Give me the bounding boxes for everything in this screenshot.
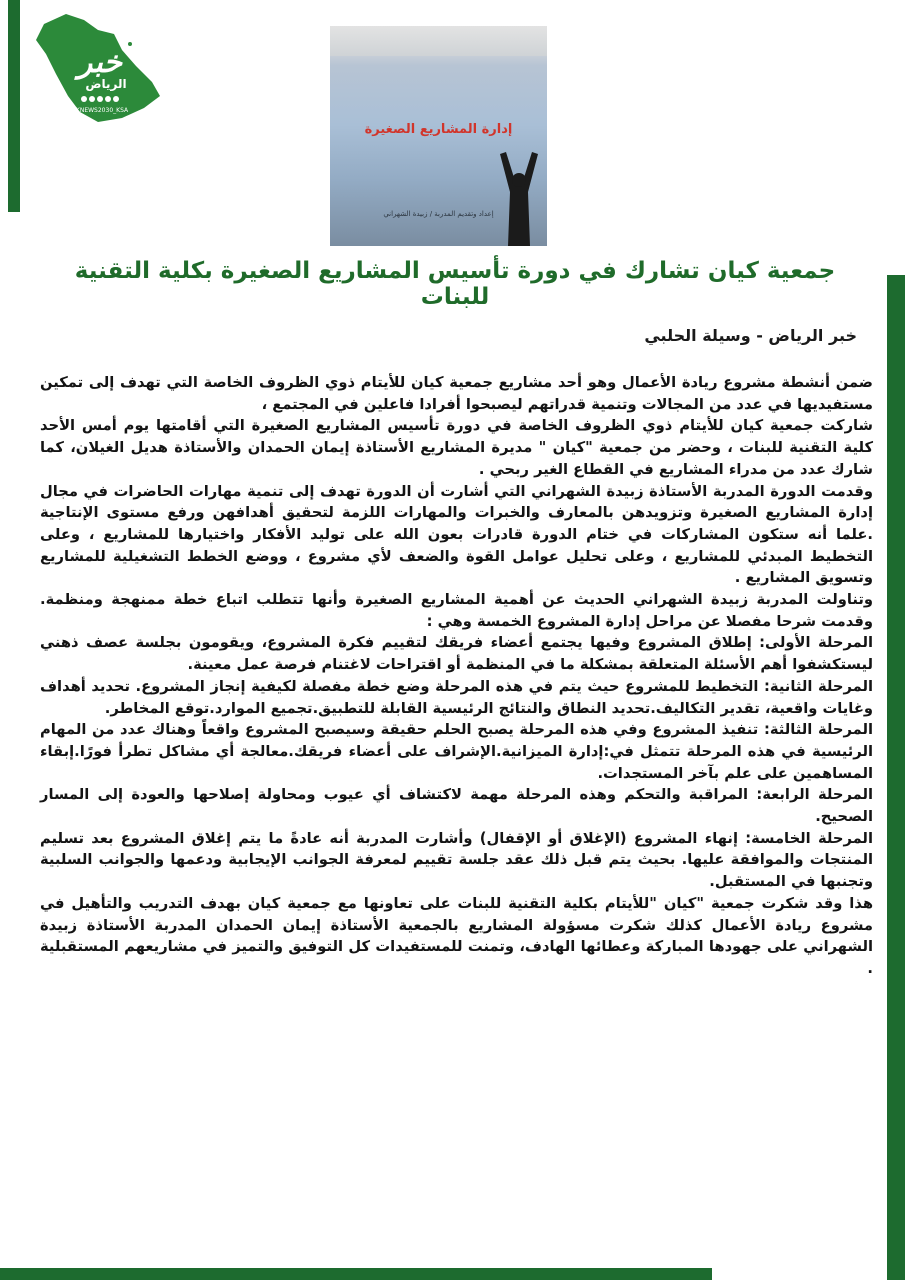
article-byline: خبر الرياض - وسيلة الحلبي (644, 326, 857, 345)
logo-name: خبر (77, 45, 123, 80)
article-paragraph: وتناولت المدربة زبيدة الشهراني الحديث عن أهمية المشاريع الصغيرة وأنها تتطلب اتباع خطة ممنهجة ومنظمة. وقدمت شرحا مفصلا عن مراحل إدارة المشروع الخمسة وهي : (40, 591, 873, 630)
event-photo (330, 26, 547, 246)
article-body (40, 372, 873, 980)
knews-logo (26, 4, 166, 124)
article-paragraph: وقدمت الدورة المدربة الأستاذة زبيدة الشهراني التي أشارت أن الدورة تهدف إلى تنمية مهارات الحاضرات في مجال إدارة المشاريع الصغيرة وتزويدهن بالمعارف والخبرات والمهارات اللزمة لتحقيق أهدافهن ورفع مستوى الإنتاجية .علما أنه ستكون المشاركات في ختام الدورة قادرات بعون الله على توليد الأفكار واختيارها للمشاريع ، وعلى التخطيط المبدئي للمشاريع ، وعلى تحليل عوامل القوة والضعف لأي مشروع ، ووضع الخطط التشغيلية للمشاريع وتسويق المشاريع . (40, 482, 873, 587)
article-paragraph: المرحلة الثالثة: تنفيذ المشروع وفي هذه المرحلة يصبح الحلم حقيقة وسيصبح المشروع واقعاً وهناك عدد من المهام الرئيسية في هذه المرحلة تتمثل في:إدارة الميزانية.الإشراف على أعضاء فريقك.معالجة أي مشاكل تطرأ فورًا.إبقاء المساهمين على علم بآخر المستجدات. (40, 721, 873, 782)
slide-title: إدارة المشاريع الصغيرة (364, 122, 513, 137)
article-paragraph: شاركت جمعية كيان للأيتام ذوي الظروف الخاصة في دورة تأسيس المشاريع الصغيرة التي أقامتها يوم أمس الأحد كلية التقنية للبنات ، وحضر من جمعية "كيان " مديرة المشاريع الأستاذة إيمان الحمدان والأستاذة هديل الغيلان، كما شارك عدد من مدراء المشاريع في القطاع الغير ربحي . (40, 417, 873, 478)
left-accent-bar (8, 0, 20, 212)
slide-credit: إعداد وتقديم المدربة / زبيدة الشهراني (383, 210, 494, 218)
logo-city: الرياض (85, 77, 127, 91)
article-paragraph: المرحلة الرابعة: المراقبة والتحكم وهذه المرحلة مهمة لاكتشاف أي عيوب ومحاولة إصلاحها والعودة إلى المسار الصحيح. (40, 786, 873, 826)
article-paragraph: المرحلة الأولى: إطلاق المشروع وفيها يجتمع أعضاء فريقك لتقييم فكرة المشروع، ويقومون بجلسة عصف ذهني ليستكشفوا أهم الأسئلة المتعلقة بمشكلة ما في المنظمة أو اقتراحات لاغتنام فرصة عمل معينة. (40, 634, 873, 674)
raised-arms-figure-icon (496, 150, 542, 246)
photo-ceiling (330, 26, 547, 56)
bottom-accent-bar (0, 1268, 712, 1280)
logo-handle: KNEWS2030_KSA (75, 107, 129, 114)
right-accent-bar (887, 275, 905, 1280)
article-headline: جمعية كيان تشارك في دورة تأسيس المشاريع الصغيرة بكلية التقنية للبنات (74, 258, 836, 310)
article-paragraph: المرحلة الثانية: التخطيط للمشروع حيث يتم في هذه المرحلة وضع خطة مفصلة لكيفية إنجاز المشروع. تحديد أهداف وغايات واقعية، تقدير التكاليف.تحديد النطاق والنتائج الرئيسية القابلة للتطبيق.تجميع الموارد.توقع المخاطر. (40, 677, 873, 717)
article-paragraph: هذا وقد شكرت جمعية "كيان "للأيتام بكلية التقنية للبنات على تعاونها مع جمعية كيان بهدف التدريب والتأهيل في مشروع ريادة الأعمال كذلك شكرت مسؤولة المشاريع بالجمعية الأستاذة إيمان الحمدان المدربة الأستاذة زبيدة الشهراني على جهودها المباركة وعطائها الهادف، وتمنت للمستفيدات كل التوفيق والتميز في مشاريعهم المستقبلية . (40, 894, 873, 977)
article-paragraph: المرحلة الخامسة: إنهاء المشروع (الإغلاق أو الإقفال) وأشارت المدربة أنه عادةً ما يتم إغلاق المشروع بعد تسليم المنتجات والموافقة عليها. بحيث يتم قبل ذلك عقد جلسة تقييم لمعرفة الجوانب الإيجابية ودعمها والجوانب السلبية وتجنبها في المستقبل. (40, 829, 873, 891)
article-paragraph: ضمن أنشطة مشروع ريادة الأعمال وهو أحد مشاريع جمعية كيان للأيتام ذوي الظروف الخاصة التي تهدف إلى تمكين مستفيديها في عدد من المجالات وتنمية قدراتهم ليصبحوا أفرادا فاعلين في المجتمع ، (40, 374, 873, 413)
